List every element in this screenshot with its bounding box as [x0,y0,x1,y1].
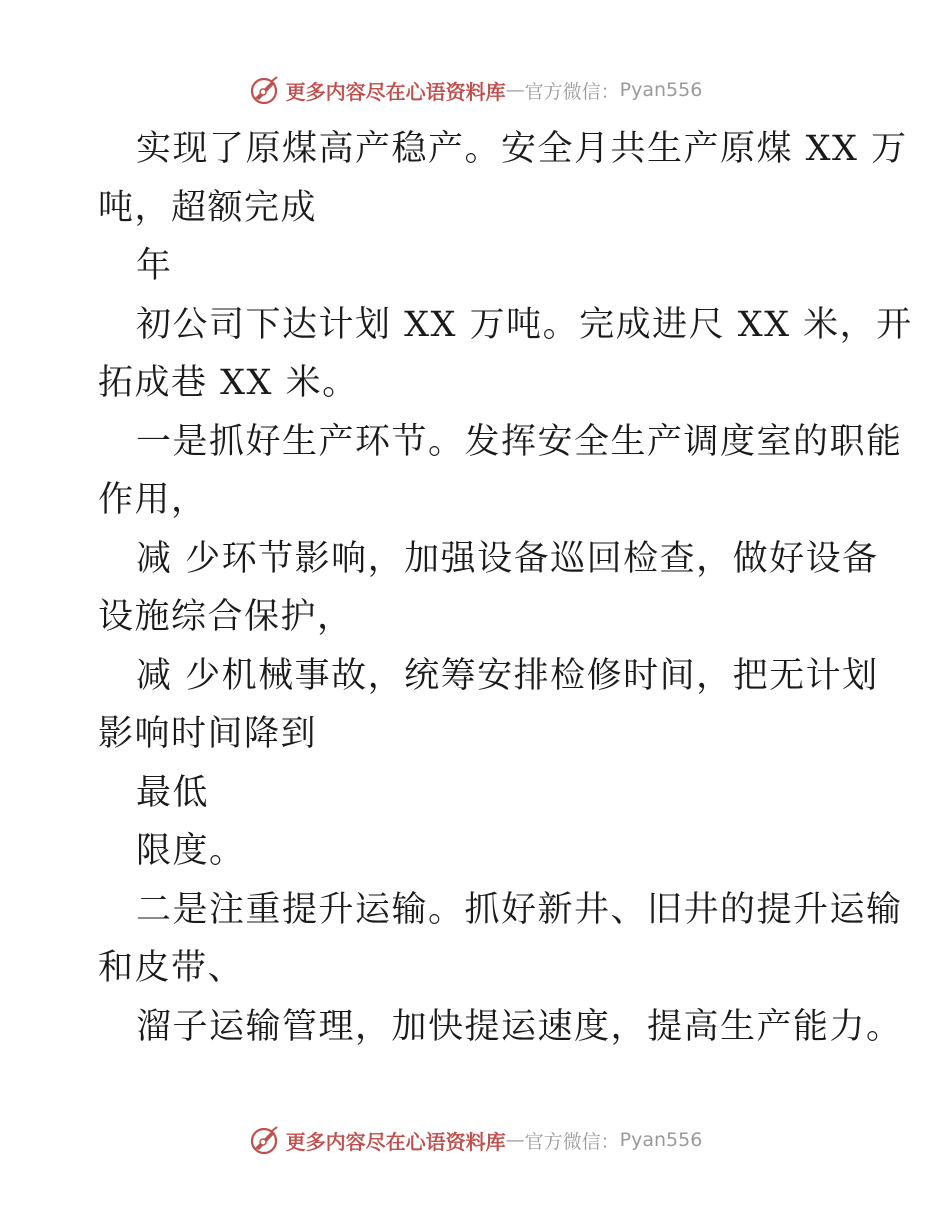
body-text-line: 设施综合保护， [98,597,354,637]
quill-logo-icon [248,74,280,106]
body-text-line: 最低 [136,772,210,813]
body-text-line: 实现了原煤高产稳产。安全月共生产原煤 XX 万 [136,129,908,169]
watermark-wechat-id: Pyan556 [619,79,703,101]
body-text-line: 作用， [98,480,208,520]
watermark-separator: — [505,79,525,101]
document-body [98,120,913,1056]
body-text-line: 和皮带、 [98,948,245,988]
body-text-line: 减 少机械事故，统筹安排检修时间，把无计划 [136,655,879,696]
body-text-line: 影响时间降到 [98,714,318,754]
body-text-line: 一是抓好生产环节。发挥安全生产调度室的职能 [136,421,903,462]
watermark-separator: — [505,1129,525,1151]
body-text-line: 减 少环节影响，加强设备巡回检查，做好设备 [136,538,879,579]
watermark-brand: 更多内容尽在心语资料库 [285,79,506,104]
body-text-line: 限度。 [136,831,246,871]
body-text-line: 二是注重提升运输。抓好新井、旧井的提升运输 [136,889,903,930]
quill-logo-icon [248,1124,280,1156]
watermark-wechat-id: Pyan556 [619,1129,703,1151]
footer-watermark [0,1120,950,1160]
header-watermark [0,70,950,110]
body-text-line: 拓成巷 XX 米。 [98,363,359,403]
watermark-label: 官方微信： [524,1130,620,1153]
watermark-brand: 更多内容尽在心语资料库 [285,1129,506,1154]
watermark-label: 官方微信： [524,80,620,103]
body-text-line: 吨，超额完成 [98,187,318,228]
body-text-line: 溜子运输管理，加快提运速度，提高生产能力。 [136,1006,903,1047]
body-text-line: 初公司下达计划 XX 万吨。完成进尺 XX 米，开 [136,304,913,345]
body-text-line: 年 [136,246,173,286]
